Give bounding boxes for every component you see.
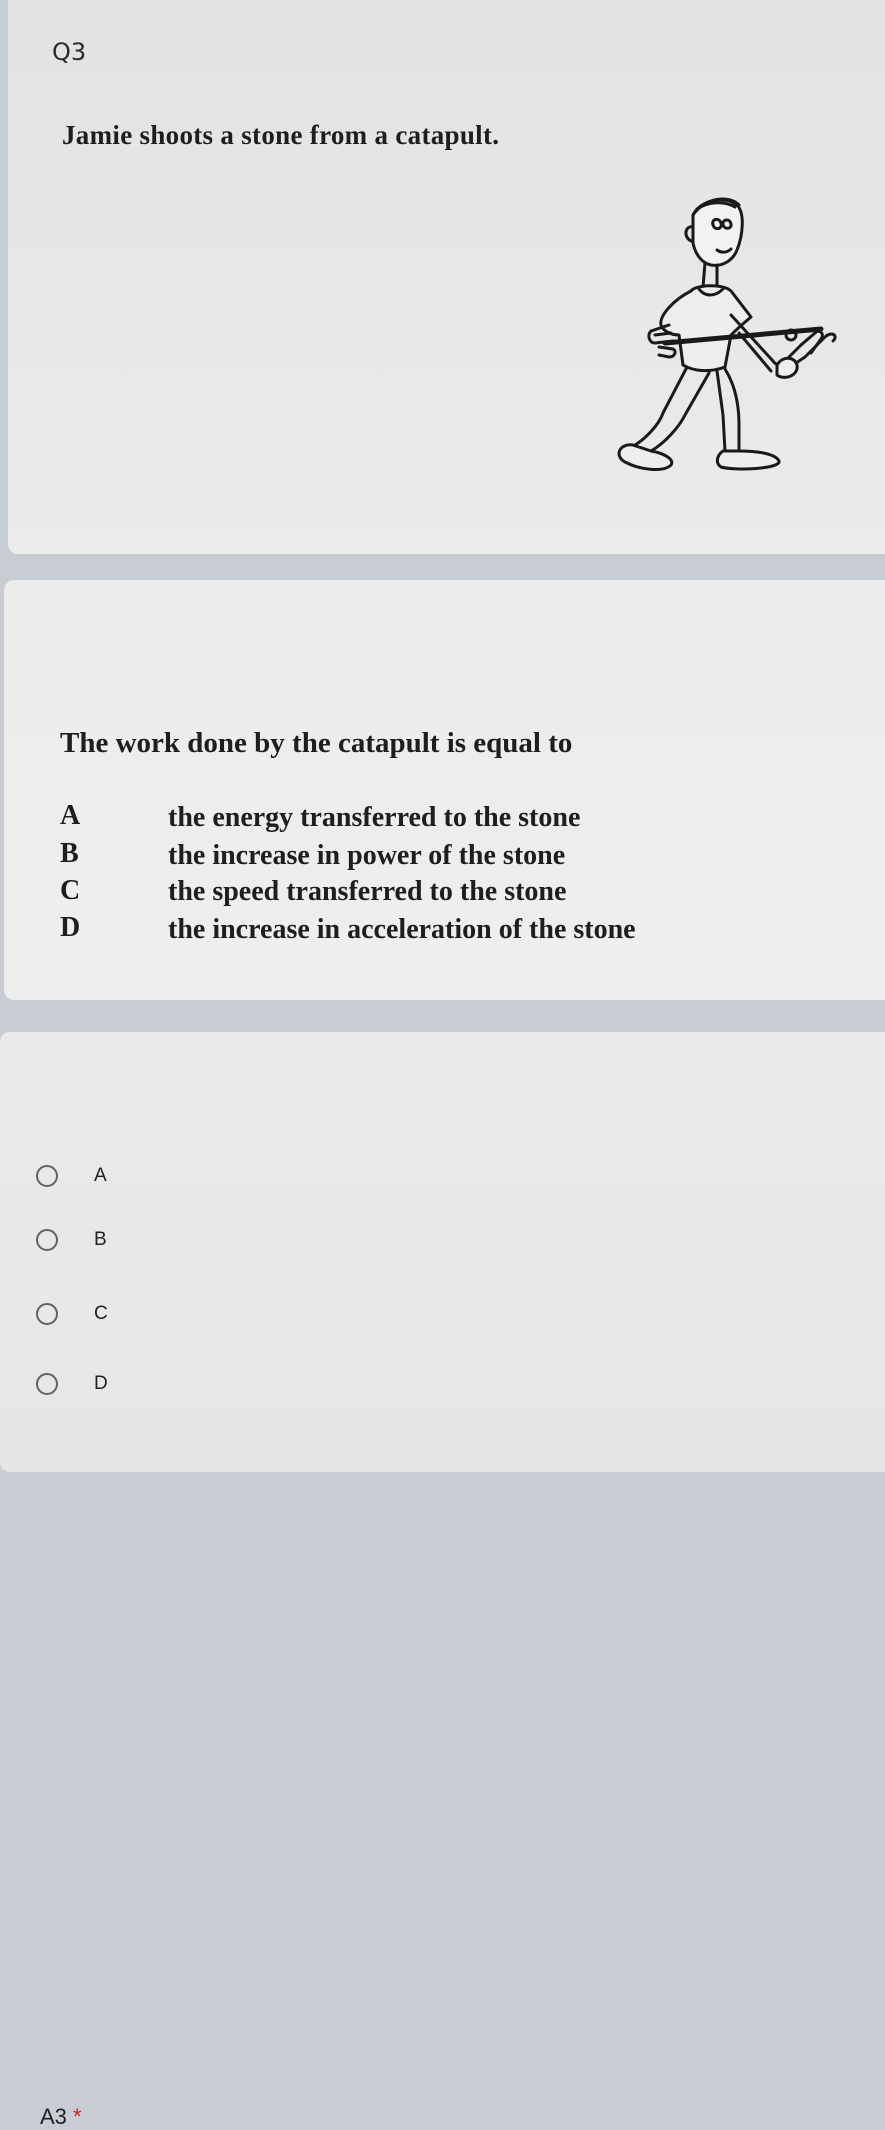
- option-letter-a: A: [60, 800, 81, 831]
- answer-option-label-b: B: [94, 1229, 107, 1250]
- option-letter-b: B: [60, 838, 79, 869]
- question-text-card: [4, 580, 885, 1000]
- answer-option-a[interactable]: [36, 1156, 107, 1196]
- option-letter-d: D: [60, 912, 81, 943]
- option-text-c: the speed transferred to the stone: [168, 876, 567, 907]
- answer-option-d[interactable]: [36, 1364, 108, 1404]
- answer-option-b[interactable]: [36, 1220, 107, 1260]
- catapult-boy-illustration: [605, 195, 845, 495]
- required-asterisk: *: [73, 2104, 82, 2129]
- radio-button-a[interactable]: [36, 1165, 58, 1187]
- option-text-b: the increase in power of the stone: [168, 840, 566, 871]
- answer-option-c[interactable]: [36, 1294, 108, 1334]
- option-text-a: the energy transferred to the stone: [168, 802, 581, 833]
- question-image-card: [8, 0, 885, 554]
- question-number: Q3: [52, 38, 87, 66]
- radio-button-b[interactable]: [36, 1229, 58, 1251]
- option-letter-c: C: [60, 875, 81, 906]
- answer-option-label-a: A: [94, 1165, 107, 1186]
- radio-button-c[interactable]: [36, 1303, 58, 1325]
- option-text-d: the increase in acceleration of the stone: [168, 914, 636, 945]
- radio-button-d[interactable]: [36, 1373, 58, 1395]
- question-intro: Jamie shoots a stone from a catapult.: [62, 120, 500, 150]
- answer-option-label-d: D: [94, 1373, 108, 1394]
- answer-card: [0, 1032, 885, 2129]
- answer-label: A3: [40, 2104, 67, 2129]
- question-stem: The work done by the catapult is equal to: [60, 727, 573, 759]
- answer-question-title: [40, 2104, 82, 2130]
- answer-option-label-c: C: [94, 1303, 108, 1324]
